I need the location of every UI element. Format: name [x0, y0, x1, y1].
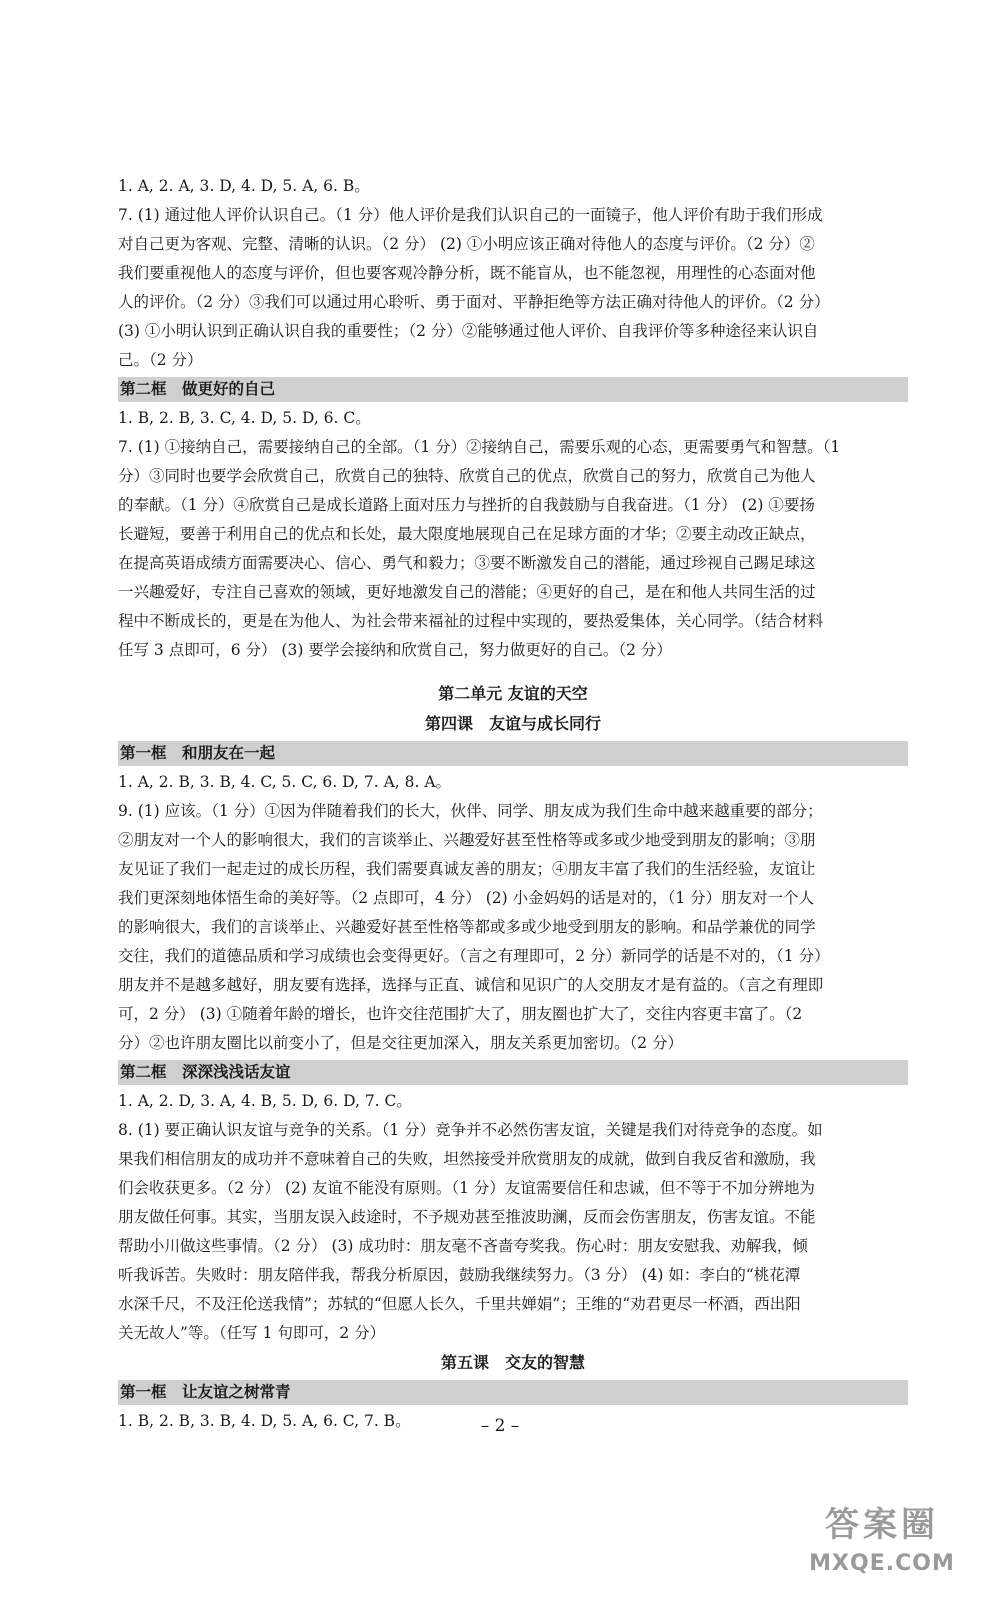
section-band-be-better-self: 第二框 做更好的自己: [118, 377, 908, 402]
answer-line: 可，2 分） (3) ①随着年龄的增长，也许交往范围扩大了，朋友圈也扩大了，交往内容更丰富了。（2: [118, 1005, 803, 1023]
watermark-en: MXQE.COM: [809, 1551, 955, 1576]
answer-line: 帮助小川做这些事情。（2 分） (3) 成功时：朋友毫不吝啬夸奖我。伤心时：朋友安慰我、劝解我，倾: [118, 1237, 808, 1255]
answer-line: 分）②也许朋友圈比以前变小了，但是交往更加深入，朋友关系更加密切。（2 分）: [118, 1034, 684, 1052]
answer-line: 长避短，要善于利用自己的优点和长处，最大限度地展现自己在足球方面的才华；②要主动改正缺点，: [118, 525, 816, 543]
answer-line: 友见证了我们一起走过的成长历程，我们需要真诚友善的朋友；④朋友丰富了我们的生活经验，友谊让: [118, 860, 816, 878]
section-friendship-talk-answers: [118, 1087, 908, 1348]
answer-line: 己。（2 分）: [118, 351, 203, 369]
lesson-5-title: 第五课 交友的智慧: [440, 1353, 585, 1372]
answer-line: 1. B, 2. B, 3. C, 4. D, 5. D, 6. C。: [118, 409, 371, 427]
section-band-friendship-tree: 第一框 让友谊之树常青: [118, 1380, 908, 1405]
answer-line: 7. (1) ①接纳自己，需要接纳自己的全部。（1 分）②接纳自己，需要乐观的心态，更需要勇气和智慧。（1: [118, 438, 841, 456]
answer-line: 程中不断成长的，更是在为他人、为社会带来福祉的过程中实现的，要热爱集体，关心同学。（结合材料: [118, 612, 824, 630]
answer-line: 果我们相信朋友的成功并不意味着自己的失败，坦然接受并欣赏朋友的成就，做到自我反省和激励，我: [118, 1150, 816, 1168]
answer-line: 的奉献。（1 分）④欣赏自己是成长道路上面对压力与挫折的自我鼓励与自我奋进。（1 分） (2) ①要扬: [118, 496, 815, 514]
answer-line: 9. (1) 应该。（1 分）①因为伴随着我们的长大，伙伴、同学、朋友成为我们生命中越来越重要的部分；: [118, 802, 823, 820]
answer-line: 8. (1) 要正确认识友谊与竞争的关系。（1 分）竞争并不必然伤害友谊，关键是我们对待竞争的态度。如: [118, 1121, 823, 1139]
answer-line: 7. (1) 通过他人评价认识自己。（1 分）他人评价是我们认识自己的一面镜子，他人评价有助于我们形成: [118, 206, 823, 224]
answer-line: 们会收获更多。（2 分） (2) 友谊不能没有原则。（1 分）友谊需要信任和忠诚，但不等于不加分辨地为: [118, 1179, 815, 1197]
answer-line: 关无故人”等。（任写 1 句即可，2 分）: [118, 1324, 386, 1342]
answer-line: 朋友做任何事。其实，当朋友误入歧途时，不予规劝甚至推波助澜，反而会伤害朋友，伤害友谊。不能: [118, 1208, 816, 1226]
answer-line: 我们要重视他人的态度与评价，但也要客观冷静分析，既不能盲从，也不能忽视，用理性的心态面对他: [118, 264, 816, 282]
page-number: – 2 –: [480, 1416, 520, 1436]
answer-line: 任写 3 点即可，6 分） (3) 要学会接纳和欣赏自己，努力做更好的自己。（2 分）: [118, 641, 672, 659]
answer-line: 1. A, 2. D, 3. A, 4. B, 5. D, 6. D, 7. C。: [118, 1092, 412, 1110]
answer-line: 交往，我们的道德品质和学习成绩也会变得更好。（言之有理即可，2 分）新同学的话是不对的，（1 分）: [118, 947, 830, 965]
answer-line: 分）③同时也要学会欣赏自己，欣赏自己的独特、欣赏自己的优点，欣赏自己的努力，欣赏自己为他人: [118, 467, 816, 485]
answer-line: 对自己更为客观、完整、清晰的认识。（2 分） (2) ①小明应该正确对待他人的态度与评价。（2 分）②: [118, 235, 815, 253]
answer-line: 一兴趣爱好，专注自己喜欢的领域，更好地激发自己的潜能；④更好的自己，是在和他人共同生活的过: [118, 583, 816, 601]
watermark-logo: [782, 1502, 982, 1594]
answer-line: 朋友并不是越多越好，朋友要有选择，选择与正直、诚信和见识广的人交朋友才是有益的。（言之有理即: [118, 976, 824, 994]
answer-line: 人的评价。（2 分）③我们可以通过用心聆听、勇于面对、平静拒绝等方法正确对待他人的评价。（2 分）: [118, 293, 830, 311]
section-with-friends-answers: [118, 768, 908, 1058]
answer-line: 听我诉苦。失败时：朋友陪伴我，帮我分析原因，鼓励我继续努力。（3 分） (4) 如：李白的“桃花潭: [118, 1266, 801, 1284]
unit-title: 第二单元 友谊的天空: [438, 684, 588, 703]
answer-line: 我们更深刻地体悟生命的美好等。（2 点即可，4 分） (2) 小金妈妈的话是对的，（1 分）朋友对一个人: [118, 889, 815, 907]
section-be-better-self-answers: [118, 404, 908, 665]
answer-page: [118, 172, 908, 1436]
answer-line: 1. A, 2. A, 3. D, 4. D, 5. A, 6. B。: [118, 177, 370, 195]
answer-line: (3) ①小明认识到正确认识自我的重要性；（2 分）②能够通过他人评价、自我评价等多种途径来认识自: [118, 322, 819, 340]
spacer: [118, 665, 908, 679]
section-self-evaluation-answers: [118, 172, 908, 375]
answer-line: 在提高英语成绩方面需要决心、信心、勇气和毅力；③要不断激发自己的潜能，通过珍视自己踢足球这: [118, 554, 816, 572]
answer-line: 的影响很大，我们的言谈举止、兴趣爱好甚至性格等都或多或少地受到朋友的影响。和品学兼优的同学: [118, 918, 816, 936]
answer-line: 1. A, 2. B, 3. B, 4. C, 5. C, 6. D, 7. A, 8. A。: [118, 773, 452, 791]
watermark-cn: 答案圈: [825, 1505, 939, 1545]
answer-line: 水深千尺，不及汪伦送我情”；苏轼的“但愿人长久，千里共婵娟”；王维的“劝君更尽一杯酒，西出阳: [118, 1295, 801, 1313]
section-band-with-friends: 第一框 和朋友在一起: [118, 741, 908, 766]
answer-line: ②朋友对一个人的影响很大，我们的言谈举止、兴趣爱好甚至性格等或多或少地受到朋友的影响；③朋: [118, 831, 816, 849]
section-band-friendship-talk: 第二框 深深浅浅话友谊: [118, 1060, 908, 1085]
lesson-4-title: 第四课 友谊与成长同行: [424, 714, 601, 733]
answer-line: 1. B, 2. B, 3. B, 4. D, 5. A, 6. C, 7. B。: [118, 1412, 411, 1430]
